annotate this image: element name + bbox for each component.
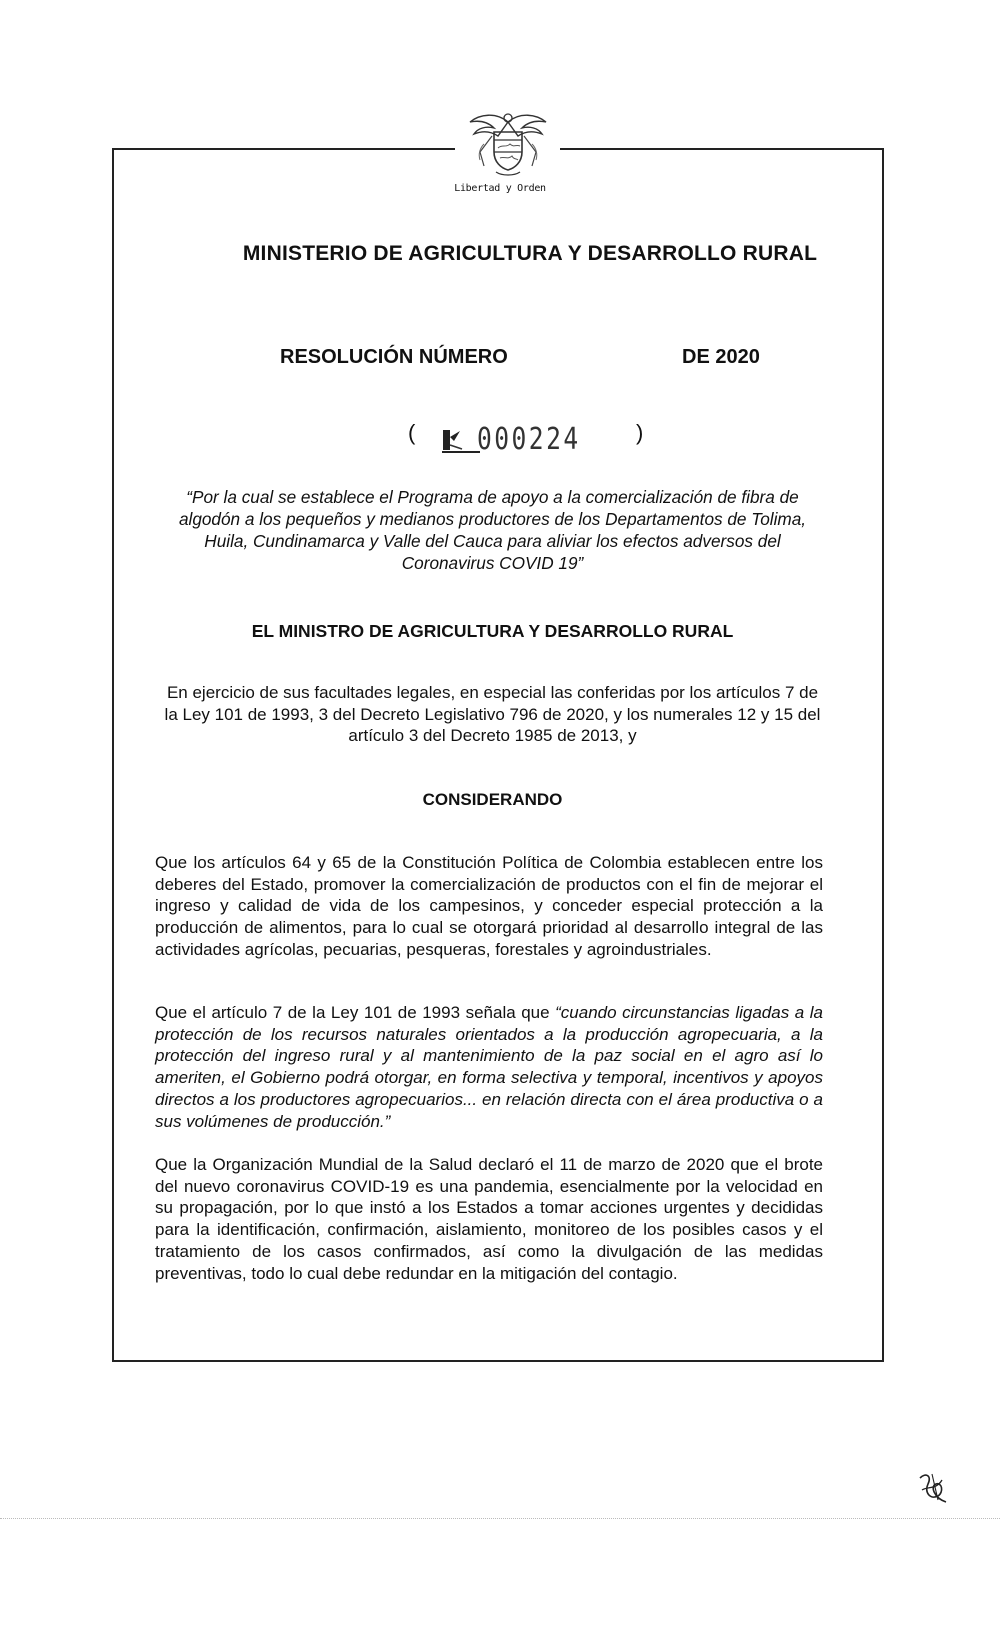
paragraph-2-intro: Que el artículo 7 de la Ley 101 de 1993 señala que	[155, 1003, 556, 1022]
considering-paragraph-3: Que la Organización Mundial de la Salud declaró el 11 de marzo de 2020 que el brote del nuevo coronavirus COVID-19 es una pandemia, esencialmente por la velocidad en su propagación, por lo que instó a los Estados a tomar acciones urgentes y decididas para la identificación, confirmación, aislamiento, monitoreo de los posibles casos y el tratamiento de los casos confirmados, así como la divulgación de las medidas preventivas, todo lo cual debe redundar en la mitigación del contagio.	[155, 1155, 823, 1283]
seal-motto: Libertad y Orden	[454, 183, 546, 194]
resolution-number: 000224	[477, 422, 581, 457]
minister-heading: EL MINISTRO DE AGRICULTURA Y DESARROLLO RURAL	[251, 621, 734, 641]
page-separator	[0, 1518, 1000, 1519]
paragraph-2-quote: “cuando circunstancias ligadas a la protección de los recursos naturales orientados a la producción agropecuaria, a la protección del ingreso rural y al mantenimiento de la paz social en el agro así lo ameriten, el Gobierno podrá otorgar, en forma selectiva y temporal, incentivos y apoyos directos a los productores agropecuarios... en relación directa con el área productiva o a sus volúmenes de producción.”	[155, 1003, 823, 1131]
stamp-mark-icon	[440, 427, 482, 457]
ministry-title: MINISTERIO DE AGRICULTURA Y DESARROLLO RURAL	[242, 242, 818, 265]
considering-paragraph-1: Que los artículos 64 y 65 de la Constitución Política de Colombia establecen entre los deberes del Estado, promover la comercialización de productos con el fin de mejorar el ingreso y calidad de vida de los campesinos, y conceder especial protección a la producción de alimentos, para lo cual se otorgará prioridad al desarrollo integral de las actividades agrícolas, pecuarias, pesqueras, forestales y agroindustriales.	[155, 853, 823, 959]
resolution-paren-close: )	[636, 420, 644, 445]
resolution-label: RESOLUCIÓN NÚMERO	[280, 346, 508, 368]
resolution-paren-open: (	[408, 420, 416, 445]
legal-faculties-text: En ejercicio de sus facultades legales, en especial las conferidas por los artículos 7 de la Ley 101 de 1993, 3 del Decreto Legislativo 796 de 2020, y los numerales 12 y 15 del artículo 3 del Decreto 1985 de 2013, y	[164, 683, 821, 745]
resolution-subject: “Por la cual se establece el Programa de apoyo a la comercialización de fibra de algodón a los pequeños y medianos productores de los Departamentos de Tolima, Huila, Cundinamarca y Valle del Cauca para aliviar los efectos adversos del Coronavirus COVID 19”	[178, 487, 807, 573]
handwritten-initials-icon	[916, 1470, 950, 1506]
coat-of-arms-icon	[466, 108, 550, 180]
considering-paragraph-2	[155, 1002, 823, 1132]
resolution-year: DE 2020	[682, 346, 760, 368]
considering-heading: CONSIDERANDO	[422, 790, 563, 809]
